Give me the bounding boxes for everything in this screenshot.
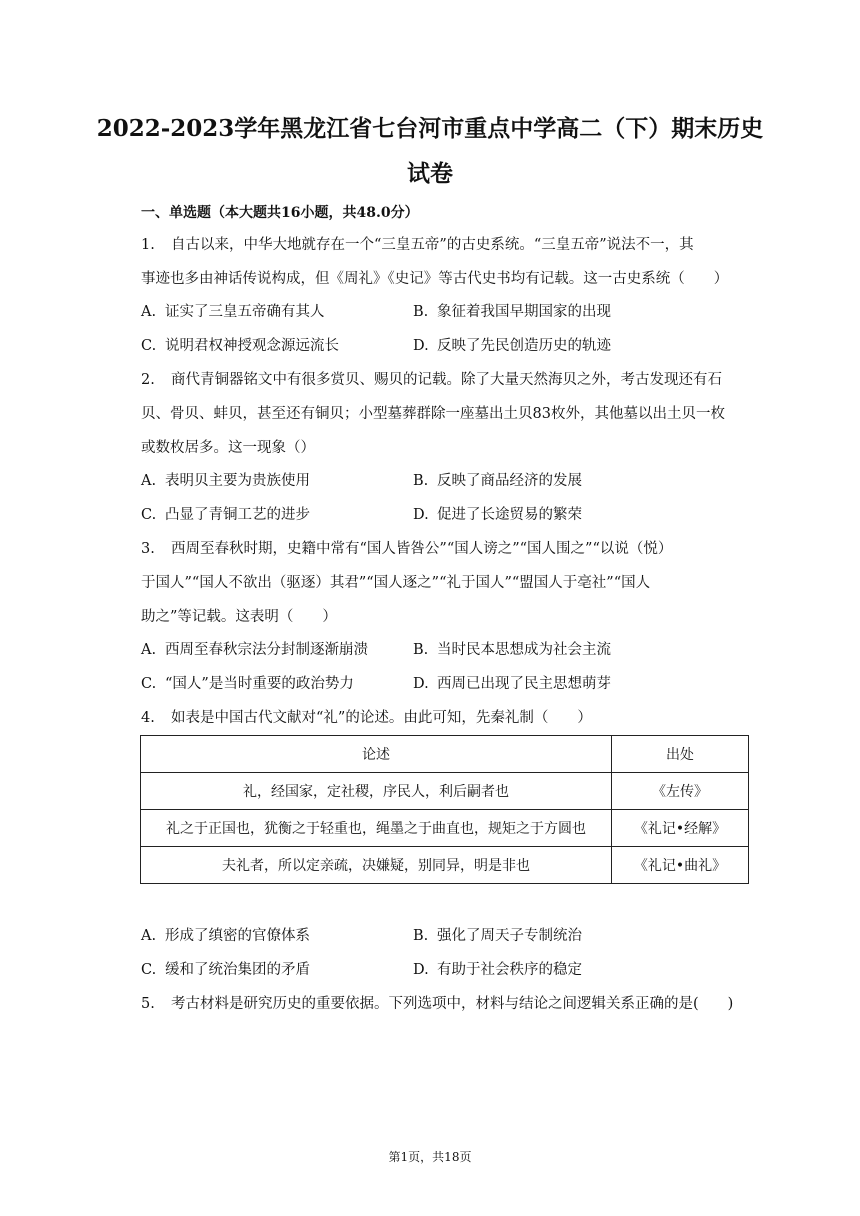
option-c[interactable]: C. “国人”是当时重要的政治势力 <box>141 676 354 692</box>
question-5-line-1 <box>141 994 733 1014</box>
question-number: 4. <box>141 710 155 726</box>
question-number: 1. <box>141 237 155 253</box>
question-2-line-1 <box>141 370 722 390</box>
option-b[interactable]: B. 反映了商品经济的发展 <box>413 473 582 489</box>
table-row <box>141 773 749 810</box>
quotation-table <box>140 735 749 884</box>
question-3-line-3: 助之”等记载。这表明（ ） <box>141 609 337 625</box>
table-row <box>141 810 749 847</box>
document-title-line-2: 试卷 <box>407 160 453 187</box>
option-d[interactable]: D. 反映了先民创造历史的轨迹 <box>413 338 611 354</box>
question-number: 3. <box>141 541 155 557</box>
table-row <box>141 847 749 884</box>
option-a[interactable]: A. 西周至春秋宗法分封制逐渐崩溃 <box>141 642 368 658</box>
question-text: 考古材料是研究历史的重要依据。下列选项中，材料与结论之间逻辑关系正确的是( ) <box>171 996 734 1012</box>
document-title-line-1: 2022-2023学年黑龙江省七台河市重点中学高二（下）期末历史 <box>96 115 764 142</box>
option-d[interactable]: D. 有助于社会秩序的稳定 <box>413 962 582 978</box>
table-header-cell: 论述 <box>141 736 612 773</box>
table-cell: 礼之于正国也，犹衡之于轻重也，绳墨之于曲直也，规矩之于方圆也 <box>141 810 612 847</box>
question-4-line-1 <box>141 708 592 728</box>
question-text: 商代青铜器铭文中有很多赏贝、赐贝的记载。除了大量天然海贝之外，考古发现还有石 <box>171 372 722 388</box>
table-cell: 礼，经国家，定社稷，序民人，利后嗣者也 <box>141 773 612 810</box>
question-text: 自古以来，中华大地就存在一个“三皇五帝”的古史系统。“三皇五帝”说法不一，其 <box>171 237 694 253</box>
question-text: 如表是中国古代文献对“礼”的论述。由此可知，先秦礼制（ ） <box>171 710 592 726</box>
table-header-cell: 出处 <box>612 736 749 773</box>
option-c[interactable]: C. 说明君权神授观念源远流长 <box>141 338 339 354</box>
option-a[interactable]: A. 表明贝主要为贵族使用 <box>141 473 310 489</box>
question-number: 2. <box>141 372 155 388</box>
table-cell: 《左传》 <box>612 773 749 810</box>
question-text: 西周至春秋时期，史籍中常有“国人皆咎公”“国人谤之”“国人围之”“以说（悦） <box>171 541 673 557</box>
option-c[interactable]: C. 缓和了统治集团的矛盾 <box>141 962 310 978</box>
table-header-row <box>141 736 749 773</box>
section-heading: 一、单选题（本大题共16小题，共48.0分） <box>141 205 419 221</box>
question-1-line-1 <box>141 235 694 255</box>
table-cell: 《礼记•经解》 <box>612 810 749 847</box>
option-b[interactable]: B. 强化了周天子专制统治 <box>413 928 582 944</box>
question-2-line-3: 或数枚居多。这一现象（） <box>141 440 315 456</box>
option-b[interactable]: B. 象征着我国早期国家的出现 <box>413 304 611 320</box>
option-d[interactable]: D. 促进了长途贸易的繁荣 <box>413 507 582 523</box>
option-a[interactable]: A. 形成了缜密的官僚体系 <box>141 928 310 944</box>
option-d[interactable]: D. 西周已出现了民主思想萌芽 <box>413 676 611 692</box>
option-b[interactable]: B. 当时民本思想成为社会主流 <box>413 642 611 658</box>
table-cell: 夫礼者，所以定亲疏，决嫌疑，别同异，明是非也 <box>141 847 612 884</box>
question-number: 5. <box>141 996 155 1012</box>
page-footer: 第1页，共18页 <box>388 1150 472 1164</box>
question-3-line-2: 于国人”“国人不欲出（驱逐）其君”“国人逐之”“礼于国人”“盟国人于亳社”“国人 <box>141 575 651 591</box>
option-a[interactable]: A. 证实了三皇五帝确有其人 <box>141 304 325 320</box>
question-3-line-1 <box>141 539 672 559</box>
option-c[interactable]: C. 凸显了青铜工艺的进步 <box>141 507 310 523</box>
question-1-line-2: 事迹也多由神话传说构成，但《周礼》《史记》等古代史书均有记载。这一古史系统（ ） <box>141 271 729 287</box>
table-cell: 《礼记•曲礼》 <box>612 847 749 884</box>
question-2-line-2: 贝、骨贝、蚌贝，甚至还有铜贝；小型墓葬群除一座墓出土贝83枚外，其他墓以出土贝一枚 <box>141 406 725 422</box>
